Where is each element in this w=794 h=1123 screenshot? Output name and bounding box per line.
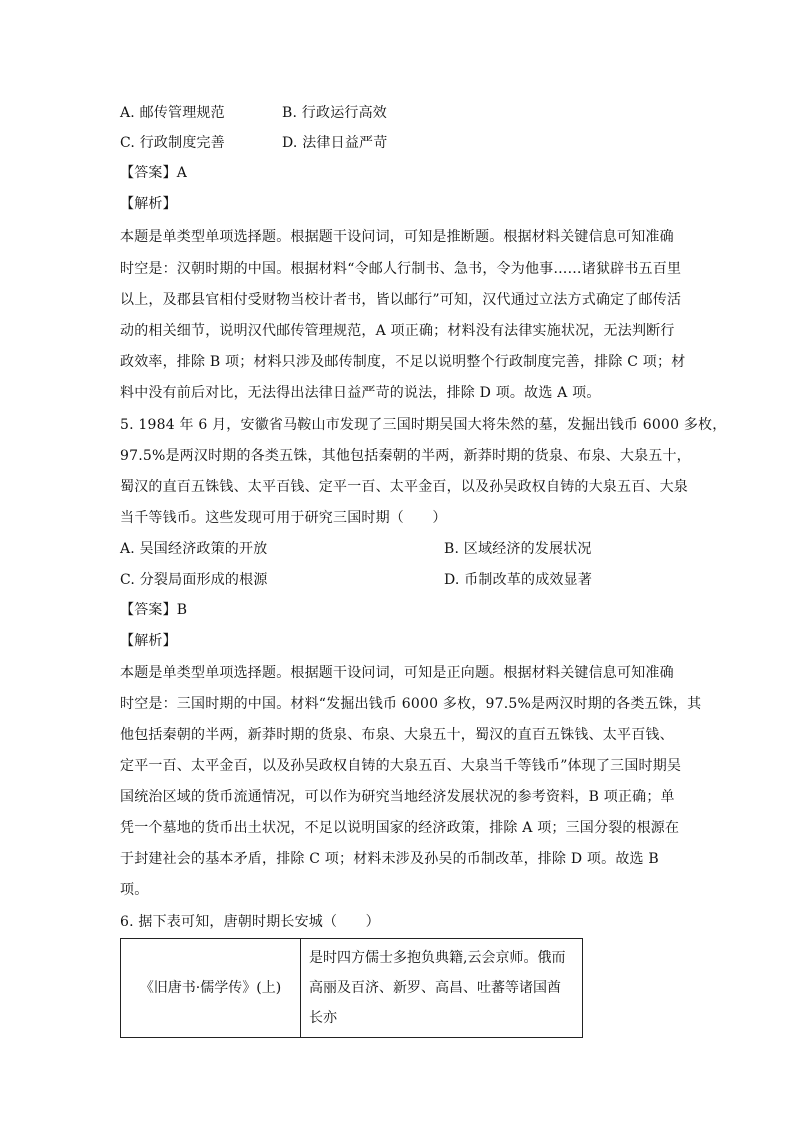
q6-stem: 6. 据下表可知，唐朝时期长安城（ ） <box>120 914 380 930</box>
q5-stem-line: 当千等钱币。这些发现可用于研究三国时期（ ） <box>120 510 447 526</box>
q4-option-a: A. 邮传管理规范 <box>120 105 225 121</box>
q5-option-b: B. 区域经济的发展状况 <box>444 541 592 557</box>
q5-stem-line: 蜀汉的直百五铢钱、太平百钱、定平一百、太平金百，以及孙吴政权自铸的大泉五百、大泉 <box>120 479 688 495</box>
q5-option-a: A. 吴国经济政策的开放 <box>120 541 268 557</box>
q5-option-d: D. 币制改革的成效显著 <box>444 572 593 588</box>
q5-analysis-title: 【解析】 <box>120 633 177 649</box>
q5-analysis-line: 于封建社会的基本矛盾，排除 C 项；材料未涉及孙吴的币制改革，排除 D 项。故选 B <box>120 851 659 867</box>
q5-analysis-line: 本题是单类型单项选择题。根据题干设问词，可知是正向题。根据材料关键信息可知准确 <box>120 665 674 681</box>
q4-analysis-line: 政效率，排除 B 项；材料只涉及邮传制度，不足以说明整个行政制度完善，排除 C 项；材 <box>120 354 686 370</box>
q5-stem-line: 97.5%是两汉时期的各类五铢，其他包括秦朝的半两，新莽时期的货泉、布泉、大泉五十， <box>120 448 691 464</box>
q6-source-table <box>120 938 583 1038</box>
q4-answer: 【答案】A <box>120 165 188 181</box>
q5-analysis-line: 项。 <box>120 882 149 898</box>
q5-analysis-line: 定平一百、太平金百，以及孙吴政权自铸的大泉五百、大泉当千等钱币”体现了三国时期吴 <box>120 758 682 774</box>
q4-analysis-line: 时空是：汉朝时期的中国。根据材料“令邮人行制书、急书，令为他事……诸狱辟书五百里 <box>120 261 682 277</box>
q4-analysis-line: 动的相关细节，说明汉代邮传管理规范，A 项正确；材料没有法律实施状况，无法判断行 <box>120 323 675 339</box>
q4-option-b: B. 行政运行高效 <box>282 105 387 121</box>
q5-answer: 【答案】B <box>120 602 188 618</box>
q4-option-c: C. 行政制度完善 <box>120 135 225 151</box>
q5-analysis-line: 国统治区域的货币流通情况，可以作为研究当地经济发展状况的参考资料，B 项正确；单 <box>120 789 675 805</box>
q5-analysis-line: 凭一个墓地的货币出土状况，不足以说明国家的经济政策，排除 A 项；三国分裂的根源在 <box>120 820 680 836</box>
table-cell-source: 《旧唐书·儒学传》(上) <box>121 939 301 1038</box>
q4-option-d: D. 法律日益严苛 <box>282 135 388 151</box>
table-cell-content: 是时四方儒士多抱负典籍,云会京师。俄而高丽及百济、新罗、高昌、吐蕃等诸国酋长亦 <box>301 939 583 1038</box>
q5-option-c: C. 分裂局面形成的根源 <box>120 572 268 588</box>
q4-analysis-line: 料中没有前后对比，无法得出法律日益严苛的说法，排除 D 项。故选 A 项。 <box>120 385 601 401</box>
q4-analysis-line: 本题是单类型单项选择题。根据题干设问词，可知是推断题。根据材料关键信息可知准确 <box>120 229 674 245</box>
table-row <box>121 939 583 1038</box>
q4-analysis-title: 【解析】 <box>120 196 177 212</box>
q4-analysis-line: 以上，及郡县官相付受财物当校计者书，皆以邮行”可知，汉代通过立法方式确定了邮传活 <box>120 292 682 308</box>
q5-analysis-line: 时空是：三国时期的中国。材料“发掘出钱币 6000 多枚，97.5%是两汉时期的各类五铢，其 <box>120 696 702 712</box>
q5-analysis-line: 他包括秦朝的半两，新莽时期的货泉、布泉、大泉五十，蜀汉的直百五铢钱、太平百钱、 <box>120 727 674 743</box>
q5-stem-line: 5. 1984 年 6 月，安徽省马鞍山市发现了三国时期吴国大将朱然的墓，发掘出钱币 6000 多枚， <box>120 417 727 433</box>
